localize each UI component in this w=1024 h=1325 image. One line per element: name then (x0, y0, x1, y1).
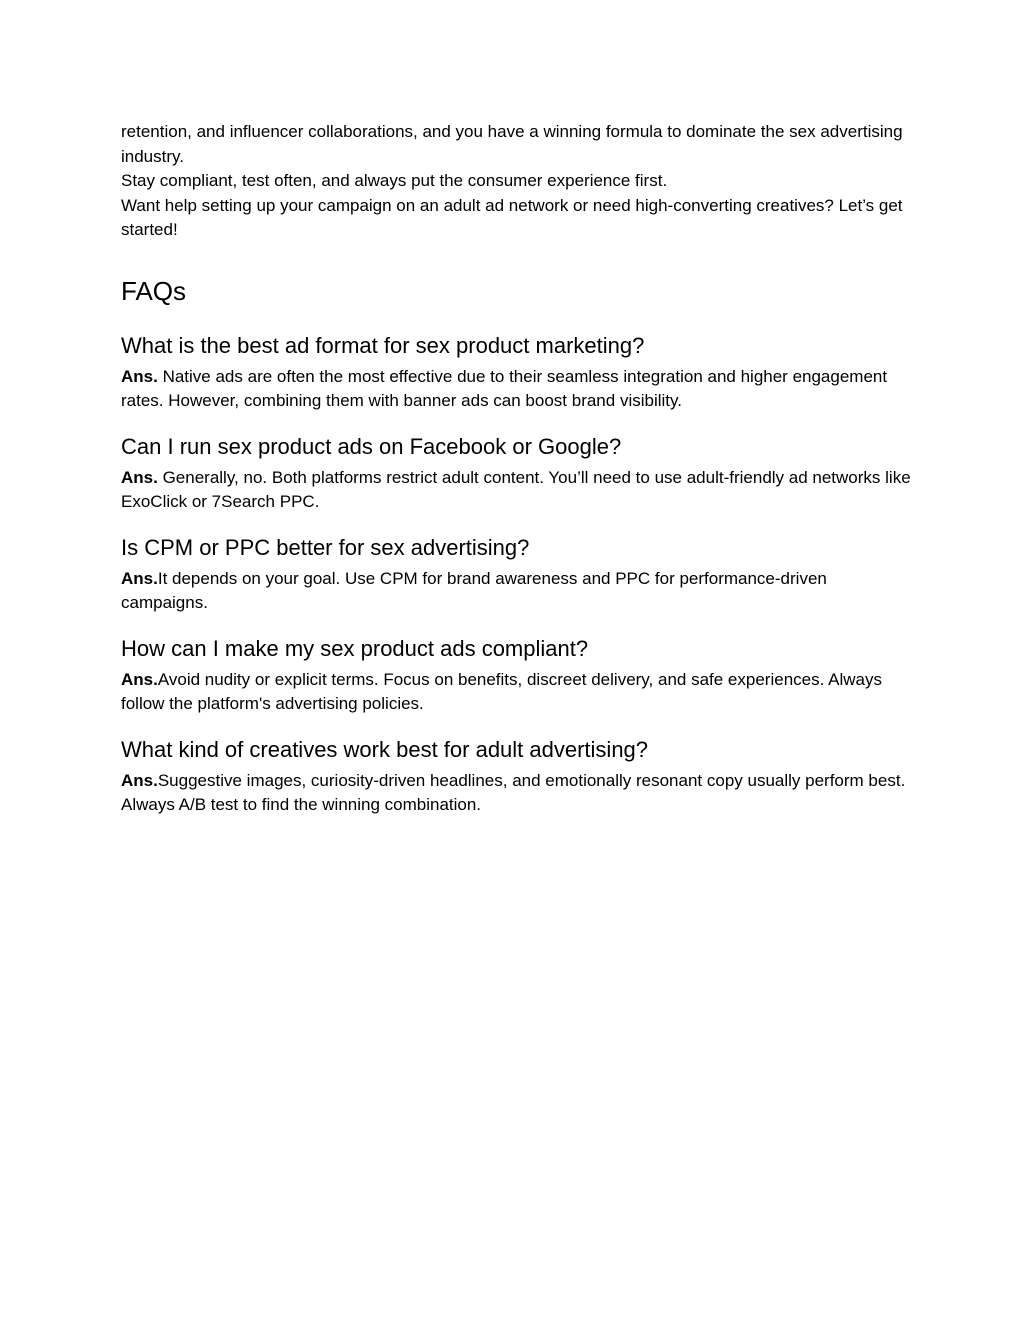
faq-item (121, 737, 911, 818)
faq-question: What kind of creatives work best for adult advertising? (121, 736, 649, 762)
faq-heading: FAQs (121, 275, 187, 306)
intro-paragraph: retention, and influencer collaborations, and you have a winning formula to dominate the sex advertising industry. (121, 122, 903, 166)
answer-text: Native ads are often the most effective due to their seamless integration and higher engagement rates. However, combining them with banner ads can boost brand visibility. (121, 366, 888, 410)
faq-question: How can I make my sex product ads compliant? (121, 635, 589, 661)
answer-label: Ans. (121, 568, 158, 588)
intro-paragraph: Stay compliant, test often, and always put the consumer experience first. (121, 171, 668, 190)
faq-list (121, 333, 911, 818)
faq-answer (121, 365, 911, 414)
faq-answer (121, 668, 911, 717)
answer-label: Ans. (121, 770, 158, 790)
answer-text: Avoid nudity or explicit terms. Focus on benefits, discreet delivery, and safe experiences. Always follow the platform's advertising policies. (121, 669, 882, 713)
answer-text: Generally, no. Both platforms restrict adult content. You’ll need to use adult-friendly ad networks like ExoClick or 7Search PPC. (121, 467, 911, 511)
intro-section (121, 120, 911, 243)
faq-item (121, 636, 911, 717)
faq-item (121, 434, 911, 515)
faq-question: What is the best ad format for sex product marketing? (121, 332, 645, 358)
answer-text: It depends on your goal. Use CPM for brand awareness and PPC for performance-driven campaigns. (121, 568, 827, 612)
faq-question: Can I run sex product ads on Facebook or Google? (121, 433, 622, 459)
answer-label: Ans. (121, 467, 158, 487)
answer-label: Ans. (121, 366, 158, 386)
intro-paragraph: Want help setting up your campaign on an adult ad network or need high-converting creatives? Let’s get started! (121, 195, 903, 239)
faq-item (121, 535, 911, 616)
faq-answer (121, 466, 911, 515)
faq-item (121, 333, 911, 414)
answer-label: Ans. (121, 669, 158, 689)
faq-answer (121, 769, 911, 818)
document-page (121, 120, 911, 818)
answer-text: Suggestive images, curiosity-driven headlines, and emotionally resonant copy usually perform best. Always A/B test to find the winning combination. (121, 770, 906, 814)
faq-answer (121, 567, 911, 616)
faq-question: Is CPM or PPC better for sex advertising? (121, 534, 530, 560)
